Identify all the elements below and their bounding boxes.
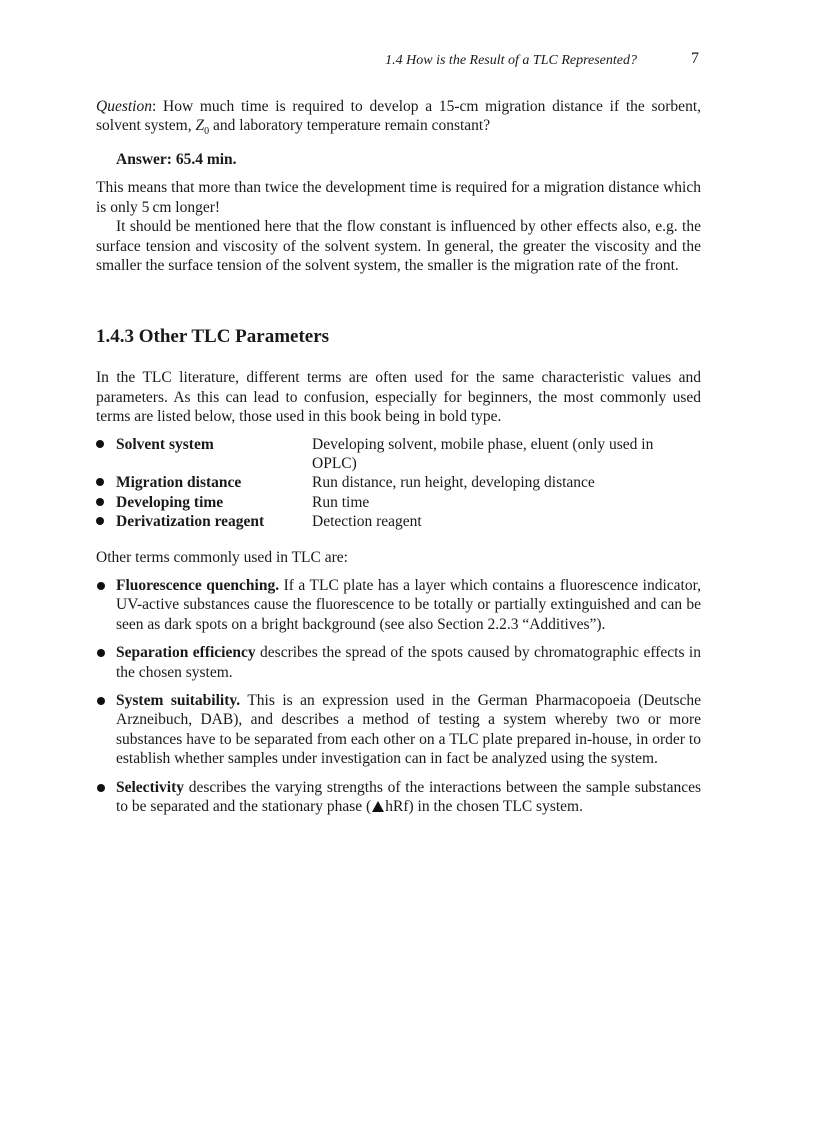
table-row (96, 473, 701, 492)
item-lead: Selectivity (116, 778, 185, 796)
table-row (96, 493, 701, 512)
question-text-b: and laboratory temperature remain constant? (209, 117, 491, 135)
term-synonyms: Detection reagent (312, 513, 422, 531)
item-text: This is an expression used in the German Pharmacopoeia (Deutsche Arzneibuch, DAB), and describes a method of testing a system whereby two or more substances have to be separated from each other on a TLC plate prepared in-house, in order to establish whether samples under investigation can in fact be analyzed using the system. (116, 692, 701, 768)
list-item (96, 691, 701, 769)
running-header (96, 50, 701, 72)
bullet-icon (96, 440, 104, 448)
item-text: describes the spread of the spots caused by chromatographic effects in the chosen system. (116, 644, 701, 681)
term-synonyms: Run time (312, 493, 370, 511)
delta-icon (372, 801, 384, 812)
running-title: 1.4 How is the Result of a TLC Represented? (385, 53, 637, 68)
term-synonyms: Developing solvent, mobile phase, eluent (only used in OPLC) (312, 435, 654, 472)
table-row (96, 512, 701, 531)
bullet-icon (96, 517, 104, 525)
section-heading: 1.4.3 Other TLC Parameters (96, 326, 330, 348)
item-lead: System suitability. (116, 692, 241, 710)
intro-paragraph: In the TLC literature, different terms are often used for the same characteristic values and parameters. As this can lead to confusion, especially for beginners, the most commonly used terms are listed below, those used in this book being in bold type. (96, 369, 701, 426)
bullet-icon (97, 582, 105, 590)
z-subscript: 0 (204, 126, 210, 138)
term: Migration distance (116, 474, 242, 492)
paragraph: This means that more than twice the development time is required for a migration distance which is only 5 cm longer! (96, 179, 701, 216)
answer: Answer: 65.4 min. (116, 150, 237, 168)
list-item (96, 643, 701, 682)
term-synonyms: Run distance, run height, developing distance (312, 474, 595, 492)
item-lead: Fluorescence quenching. (116, 577, 280, 594)
z-symbol: Z (195, 117, 205, 135)
bullet-icon (97, 784, 105, 792)
page-body (96, 97, 701, 816)
question-paragraph (96, 97, 701, 142)
page-number: 7 (691, 50, 699, 67)
item-text: If a TLC plate has a layer which contains a fluorescence indicator, UV-active substances cause the fluorescence to be totally or partially extinguished and can be seen as dark spots on a bright background (see also Section 2.2.3 “Additives”). (116, 577, 701, 633)
bullet-icon (96, 478, 104, 486)
item-text: ) in the chosen TLC system. (408, 798, 583, 816)
terms-table (96, 435, 701, 532)
bullet-icon (97, 697, 105, 705)
paragraph: It should be mentioned here that the flow constant is influenced by other effects also, e.g. the surface tension and viscosity of the solvent system. In general, the greater the viscosity and the smaller the surface tension of the solvent system, the smaller is the migration rate of the front. (96, 218, 701, 274)
item-text: describes the varying strengths of the interactions between the sample substances to be separated and the stationary phase ( (116, 778, 701, 816)
term: Developing time (116, 493, 224, 511)
item-lead: Separation efficiency (116, 644, 256, 662)
bullet-icon (96, 498, 104, 506)
list-item (96, 576, 701, 634)
term: Derivatization reagent (116, 513, 265, 531)
question-text-a: : How much time is required to develop a 15-cm migration distance if the sorbent, solvent system, (96, 98, 701, 135)
question-label: Question (96, 98, 152, 115)
term: Solvent system (116, 435, 214, 453)
list-item (96, 778, 701, 817)
delta-text: hRf (385, 798, 409, 816)
table-row (96, 435, 701, 474)
other-terms-intro: Other terms commonly used in TLC are: (96, 548, 348, 566)
bullet-icon (97, 649, 105, 657)
